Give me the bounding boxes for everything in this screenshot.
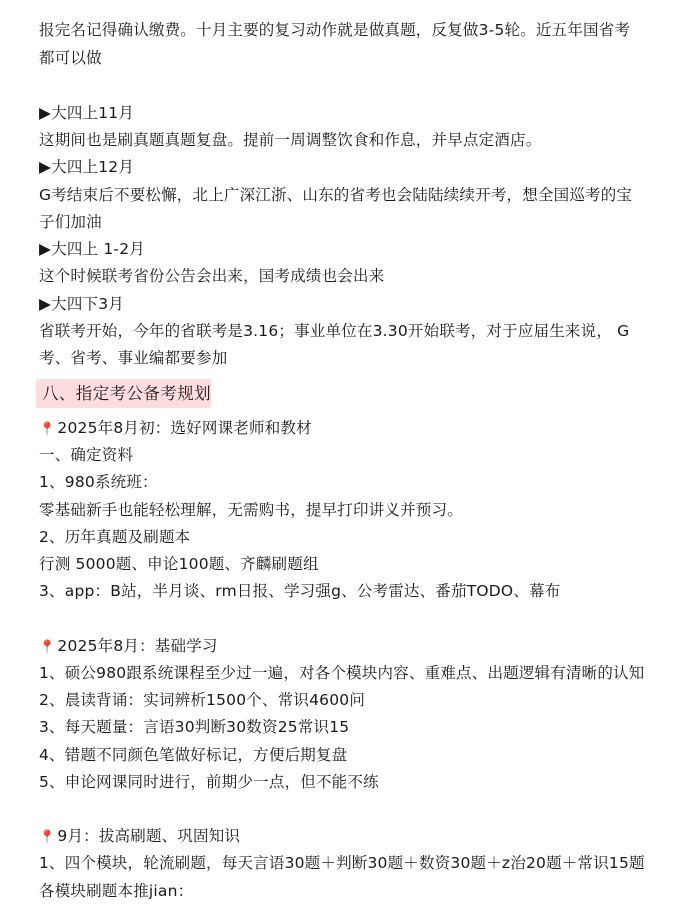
text-line: 1、980系统班： xyxy=(39,473,158,491)
text-line: 5、申论网课同时进行，前期少一点，但不能不练 xyxy=(39,773,379,791)
text-line: 2、晨读背诵：实词辨析1500个、常识4600问 xyxy=(39,691,366,709)
text-line: 1、硕公980跟系统课程至少过一遍，对各个模块内容、重难点、出题逻辑有清晰的认知 xyxy=(39,664,645,682)
plan-item-heading: 📍 9月：拔高刷题、巩固知识 xyxy=(39,827,241,845)
text-line: 各模块刷题本推jian： xyxy=(39,882,194,900)
pin-icon: 📍 xyxy=(39,830,56,845)
text-line: 省联考开始，今年的省联考是3.16；事业单位在3.30开始联考，对于应届生来说， G xyxy=(39,322,630,340)
text-line: G考结束后不要松懈，北上广深江浙、山东的省考也会陆陆续续开考，想全国巡考的宝 xyxy=(39,186,633,204)
text-line: 零基础新手也能轻松理解，无需购书，提早打印讲义并预习。 xyxy=(39,501,463,519)
section-heading: 八、指定考公备考规划 xyxy=(42,384,211,403)
text-line: 报完名记得确认缴费。十月主要的复习动作就是做真题，反复做3-5轮。近五年国省考 xyxy=(39,21,631,39)
text-line: 1、四个模块，轮流刷题，每天言语30题＋判断30题＋数资30题＋z治20题＋常识15题 xyxy=(39,854,645,872)
text-line: 4、错题不同颜色笔做好标记，方便后期复盘 xyxy=(39,746,348,764)
text-line: 这个时候联考省份公告会出来，国考成绩也会出来 xyxy=(39,267,385,285)
text-line: 3、每天题量：言语30判断30数资25常识15 xyxy=(39,718,350,736)
text-line: 3、app：B站，半月谈、rm日报、学习强g、公考雷达、番茄TODO、幕布 xyxy=(39,582,561,600)
text-line: 行测 5000题、申论100题、齐麟刷题组 xyxy=(39,555,319,573)
text-line: 这期间也是刷真题真题复盘。提前一周调整饮食和作息，并早点定酒店。 xyxy=(39,131,542,149)
month-heading-jan-feb: ▶大四上 1-2月 xyxy=(39,240,145,258)
pin-icon: 📍 xyxy=(39,422,56,437)
month-heading-nov: ▶大四上11月 xyxy=(39,104,135,122)
plan-item-heading: 📍 2025年8月：基础学习 xyxy=(39,637,218,655)
pin-icon: 📍 xyxy=(39,640,56,655)
text-line: 子们加油 xyxy=(39,213,102,231)
text-line: 考、省考、事业编都要参加 xyxy=(39,349,228,367)
month-heading-dec: ▶大四上12月 xyxy=(39,158,135,176)
plan-item-heading: 📍 2025年8月初：选好网课老师和教材 xyxy=(39,419,312,437)
text-line: 都可以做 xyxy=(39,49,102,67)
text-line: 2、历年真题及刷题本 xyxy=(39,528,191,546)
text-line: 一、确定资料 xyxy=(39,446,134,464)
month-heading-mar: ▶大四下3月 xyxy=(39,295,124,313)
